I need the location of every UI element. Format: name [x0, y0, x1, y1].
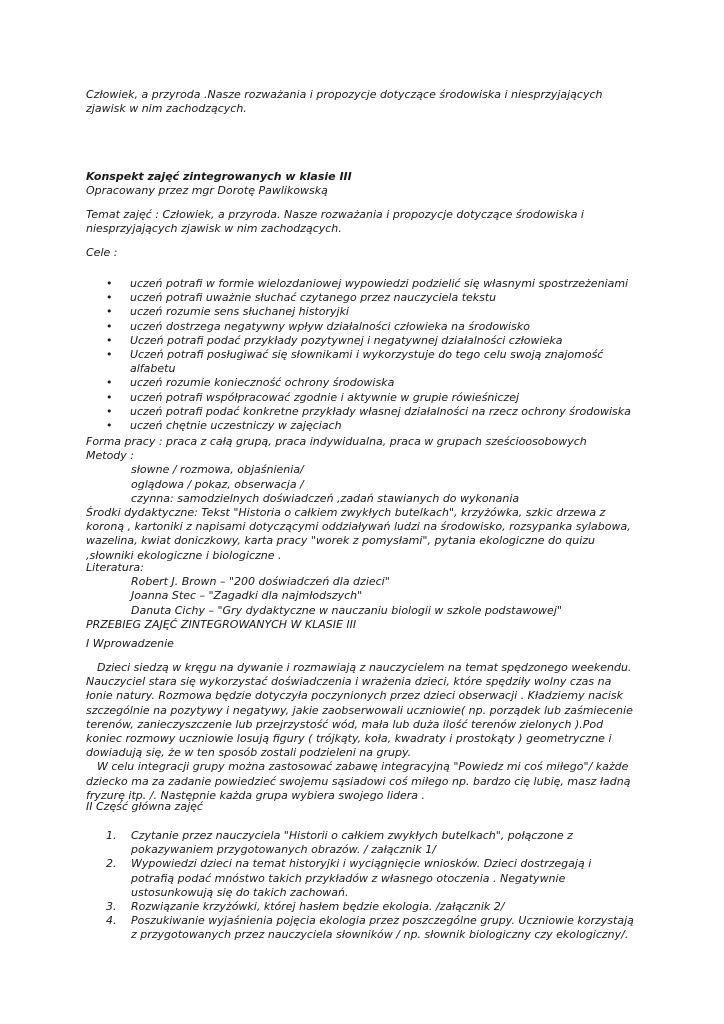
- step-text: Poszukiwanie wyjaśnienia pojęcia ekologia przez poszczególne grupy. Uczniowie korzystają z przygotowanych przez nauczyciela słowników / np. słownik biologiczny czy ekologiczny/.: [131, 914, 634, 942]
- methods-label: Metody :: [86, 449, 134, 463]
- list-item: • uczeń dostrzega negatywny wpływ działalności człowieka na środowisko: [86, 320, 634, 334]
- list-item: [86, 829, 634, 857]
- methods-section: [86, 435, 634, 563]
- list-item: [86, 857, 634, 900]
- step-text: Wypowiedzi dzieci na temat historyjki i wyciągnięcie wniosków. Dzieci dostrzegają i potrafią podać mnóstwo takich przykładów z własnego otoczenia . Negatywnie ustosunkowują się do takich zachowań.: [131, 857, 592, 899]
- list-item: • uczeń potrafi w formie wielozdaniowej wypowiedzi podzielić się własnymi spostrzeżeniami: [86, 277, 634, 291]
- course-heading: PRZEBIEG ZAJĘĆ ZINTEGROWANYCH W KLASIE III: [86, 617, 357, 631]
- method-item: czynna: samodzielnych doświadczeń ,zadań stawianych do wykonania: [131, 491, 520, 505]
- list-item: • uczeń chętnie uczestniczy w zajęciach: [86, 419, 634, 433]
- goals-label: Cele :: [86, 246, 118, 259]
- step-text: Rozwiązanie krzyżówki, której hasłem będzie ekologia. /załącznik 2/: [131, 900, 505, 914]
- list-item: [86, 914, 634, 942]
- step-text: Czytanie przez nauczyciela "Historii o całkiem zwykłych butelkach", połączone z pokazywaniem przygotowanych obrazów. / załącznik 1/: [131, 829, 573, 857]
- intro-heading: I Wprowadzenie: [86, 637, 174, 650]
- list-item: • uczeń potrafi współpracować zgodnie i aktywnie w grupie rówieśniczej: [86, 391, 634, 405]
- method-item: słowne / rozmowa, objaśnienia/: [131, 463, 304, 477]
- step-number: 4.: [106, 914, 117, 928]
- form-text: Forma pracy : praca z całą grupą, praca indywidualna, praca w grupach sześcioosobowych: [86, 435, 587, 448]
- main-heading: II Część główna zajęć: [86, 800, 203, 813]
- document-title: Konspekt zajęć zintegrowanych w klasie III: [86, 170, 352, 183]
- list-item: • uczeń potrafi podać konkretne przykłady własnej działalności na rzecz ochrony środowiska: [86, 405, 634, 419]
- intro-section: [86, 661, 634, 803]
- goals-list: [86, 277, 634, 433]
- intro-paragraph: Dzieci siedzą w kręgu na dywanie i rozmawiają z nauczycielem na temat spędzonego weekendu. Nauczyciel stara się wykorzystać doświadczenia i wrażenia dzieci, które spędziły wolny czas na łonie natury. Rozmowa będzie dotyczyła poczynionych przez dzieci obserwacji . Kładziemy nacisk szczególnie na pozytywy i negatywy, jakie zaobserwowali uczniowie( np. porządek lub zaśmiecenie terenów, zanieczyszczenie lub przejrzystość wód, mała lub duża ilość terenów zielonych ).Pod koniec rozmowy uczniowie losują figury ( trójkąty, koła, kwadraty i prostokąty ) geometryczne i dowiadują się, że w ten sposób zostali podzieleni na grupy.: [86, 661, 633, 760]
- list-item: • Uczeń potrafi podać przykłady pozytywnej i negatywnej działalności człowieka: [86, 334, 634, 348]
- literature-section: [86, 561, 634, 632]
- method-item: oglądowa / pokaz, obserwacja /: [131, 477, 304, 491]
- literature-item: Joanna Stec – "Zagadki dla najmłodszych": [131, 589, 363, 603]
- literature-item: Danuta Cichy – "Gry dydaktyczne w nauczaniu biologii w szkole podstawowej": [131, 603, 562, 617]
- literature-label: Literatura:: [86, 561, 144, 574]
- list-item: • uczeń rozumie konieczność ochrony środowiska: [86, 376, 634, 390]
- list-item: • Uczeń potrafi posługiwać się słownikami i wykorzystuje do tego celu swoją znajomość alfabetu: [86, 348, 634, 376]
- resources-text: Środki dydaktyczne: Tekst "Historia o całkiem zwykłych butelkach", krzyżówka, szkic drzewa z koroną , kartoniki z napisami dotyczącymi oddziaływań ludzi na środowisko, rozsypanka sylabowa, wazelina, kwiat doniczkowy, karta pracy "worek z pomysłami", pytania ekologiczne do quizu ,słowniki ekologiczne i biologiczne .: [86, 506, 631, 562]
- list-item: • uczeń rozumie sens słuchanej historyjki: [86, 305, 634, 319]
- literature-item: Robert J. Brown – "200 doświadczeń dla dzieci": [131, 575, 390, 589]
- steps-list: [86, 829, 634, 943]
- step-number: 2.: [106, 857, 117, 871]
- topic-text: Temat zajęć : Człowiek, a przyroda. Nasze rozważania i propozycje dotyczące środowiska i niesprzyjających zjawisk w nim zachodzących.: [86, 208, 584, 236]
- list-item: • uczeń potrafi uważnie słuchać czytanego przez nauczyciela tekstu: [86, 291, 634, 305]
- intro-paragraph: W celu integracji grupy można zastosować zabawę integracyjną "Powiedz mi coś miłego"/ każde dziecko ma za zadanie powiedzieć swojemu sąsiadowi coś miłego np. bardzo cię lubię, masz ładną fryzurę itp. /. Następnie każda grupa wybiera swojego lidera .: [86, 760, 631, 802]
- header-text: Człowiek, a przyroda .Nasze rozważania i propozycje dotyczące środowiska i niesprzyjających zjawisk w nim zachodzących.: [86, 88, 603, 116]
- list-item: [86, 900, 634, 914]
- step-number: 3.: [106, 900, 117, 914]
- author-line: Opracowany przez mgr Dorotę Pawlikowską: [86, 184, 328, 197]
- step-number: 1.: [106, 829, 117, 842]
